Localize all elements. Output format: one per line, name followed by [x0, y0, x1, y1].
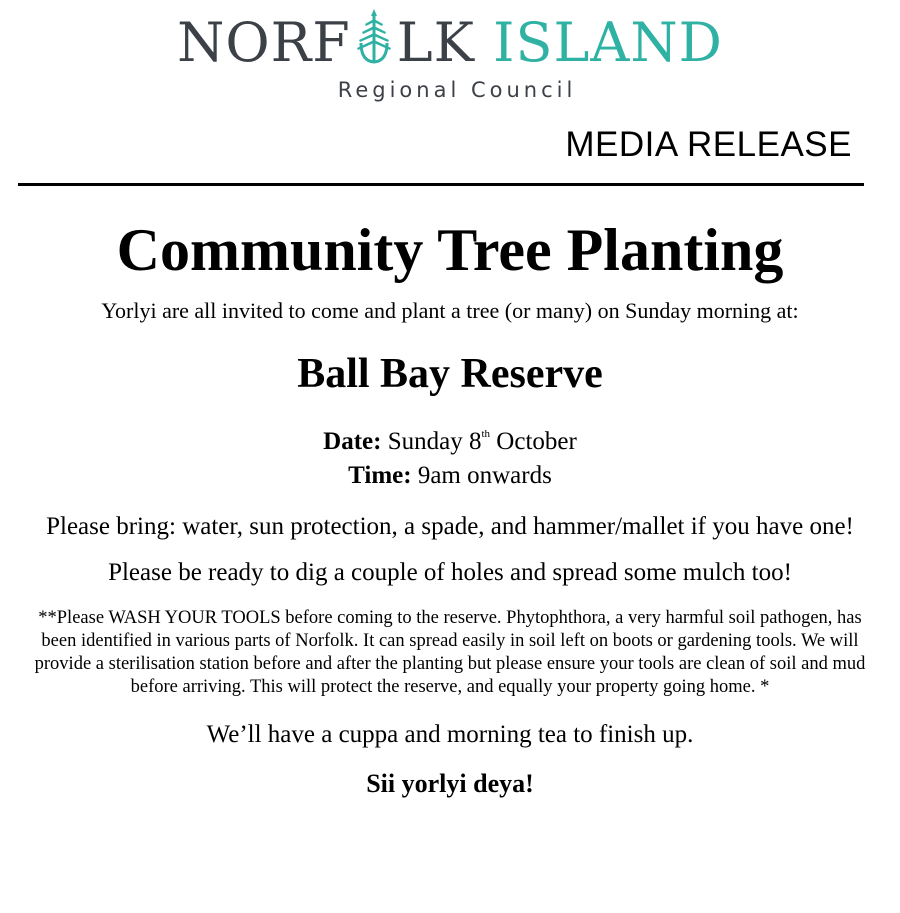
logo-wordmark [0, 8, 900, 78]
page-title: Community Tree Planting [116, 217, 784, 283]
logo-subtitle: Regional Council [337, 78, 577, 102]
norfolk-pine-icon [353, 9, 395, 65]
event-location: Ball Bay Reserve [297, 351, 603, 397]
farewell-text: Sii yorlyi deya! [366, 769, 534, 798]
release-body [20, 205, 880, 801]
logo-norfolk-end: LK [396, 11, 475, 74]
page-header [0, 0, 900, 190]
event-time [20, 459, 880, 493]
date-label: Date: [323, 428, 382, 455]
logo-word-norfolk [177, 11, 475, 74]
date-day: Sunday 8 [387, 428, 482, 455]
time-label: Time: [348, 462, 412, 489]
tool-washing-notice: **Please WASH YOUR TOOLS before coming to the reserve. Phytophthora, a very harmful soil pathogen, has been identified in various parts of Norfolk. It can spread easily in soil left on boots or gardening tools. We will provide a sterilisation station before and after the planting but please ensure your tools are clean of soil and mud before arriving. This will protect the reserve, and equally your property going home. * [34, 608, 866, 697]
date-value [388, 428, 577, 455]
time-value: 9am onwards [417, 462, 552, 489]
invitation-text: Yorlyi are all invited to come and plant a tree (or many) on Sunday morning at: [101, 298, 799, 323]
date-ordinal: th [481, 428, 491, 440]
date-month: October [496, 428, 577, 455]
bring-items-text: Please bring: water, sun protection, a spade, and hammer/mallet if you have one! [46, 513, 854, 540]
morning-tea-text: We’ll have a cuppa and morning tea to finish up. [206, 721, 694, 748]
header-divider [18, 183, 864, 186]
event-details [20, 417, 880, 493]
be-ready-text: Please be ready to dig a couple of holes and spread some mulch too! [108, 559, 792, 586]
logo-norfolk-start: NORF [177, 11, 351, 74]
logo-word-island: ISLAND [493, 11, 723, 74]
media-release-label: MEDIA RELEASE [565, 125, 852, 164]
council-logo [0, 8, 900, 78]
event-date [20, 417, 880, 459]
